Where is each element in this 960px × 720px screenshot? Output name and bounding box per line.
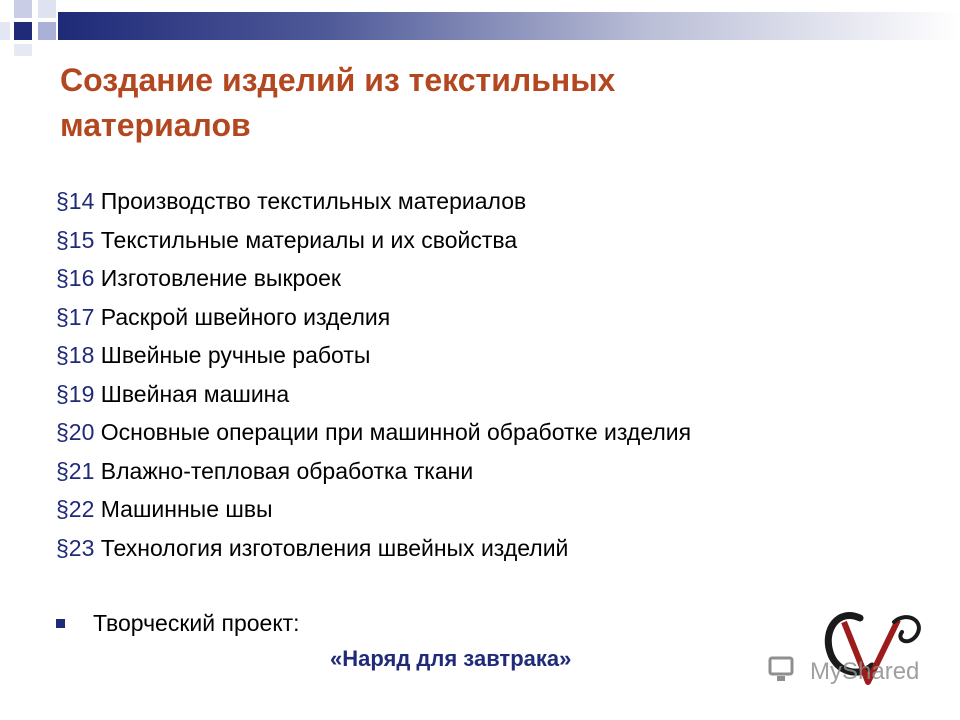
section-item — [56, 298, 691, 337]
section-text: Влажно-тепловая обработка ткани — [100, 457, 474, 484]
section-text: Основные операции при машинной обработке изделия — [100, 419, 692, 445]
section-text: Производство текстильных материалов — [100, 188, 527, 214]
square-bullet-icon — [56, 619, 65, 628]
project-bullet-row — [56, 605, 300, 641]
decor-square — [38, 22, 56, 40]
section-number: §18 — [56, 342, 95, 368]
slide-title: Создание изделий из текстильных материалов — [60, 62, 616, 143]
header-gradient-bar — [58, 12, 960, 40]
decor-square — [0, 22, 10, 40]
section-item — [56, 375, 691, 414]
section-item — [56, 259, 691, 298]
section-number: §19 — [56, 380, 95, 407]
project-name: «Наряд для завтрака» — [330, 646, 572, 671]
section-item — [56, 452, 691, 491]
decor-square — [14, 44, 32, 56]
decor-square — [38, 0, 56, 18]
section-text: Машинные швы — [100, 496, 273, 522]
section-number: §14 — [56, 188, 95, 214]
watermark-text: MyShared — [810, 658, 920, 685]
section-list — [56, 182, 691, 567]
section-text: Швейная машина — [100, 380, 290, 407]
decor-square — [14, 22, 32, 40]
section-number: §23 — [56, 534, 95, 561]
section-text: Технология изготовления швейных изделий — [100, 534, 569, 561]
section-item — [56, 182, 691, 221]
section-item — [56, 336, 691, 375]
section-number: §17 — [56, 303, 95, 330]
decor-square — [14, 0, 32, 18]
section-text: Изготовление выкроек — [100, 265, 341, 291]
section-item — [56, 221, 691, 260]
project-label: Творческий проект: — [93, 609, 300, 636]
section-number: §15 — [56, 226, 95, 253]
section-text: Раскрой швейного изделия — [100, 303, 391, 330]
section-item — [56, 529, 691, 568]
section-number: §21 — [56, 457, 95, 484]
section-text: Швейные ручные работы — [100, 342, 371, 368]
section-text: Текстильные материалы и их свойства — [100, 226, 518, 253]
section-item — [56, 413, 691, 452]
section-item — [56, 490, 691, 529]
section-number: §16 — [56, 265, 95, 291]
section-number: §20 — [56, 419, 95, 445]
section-number: §22 — [56, 496, 95, 522]
